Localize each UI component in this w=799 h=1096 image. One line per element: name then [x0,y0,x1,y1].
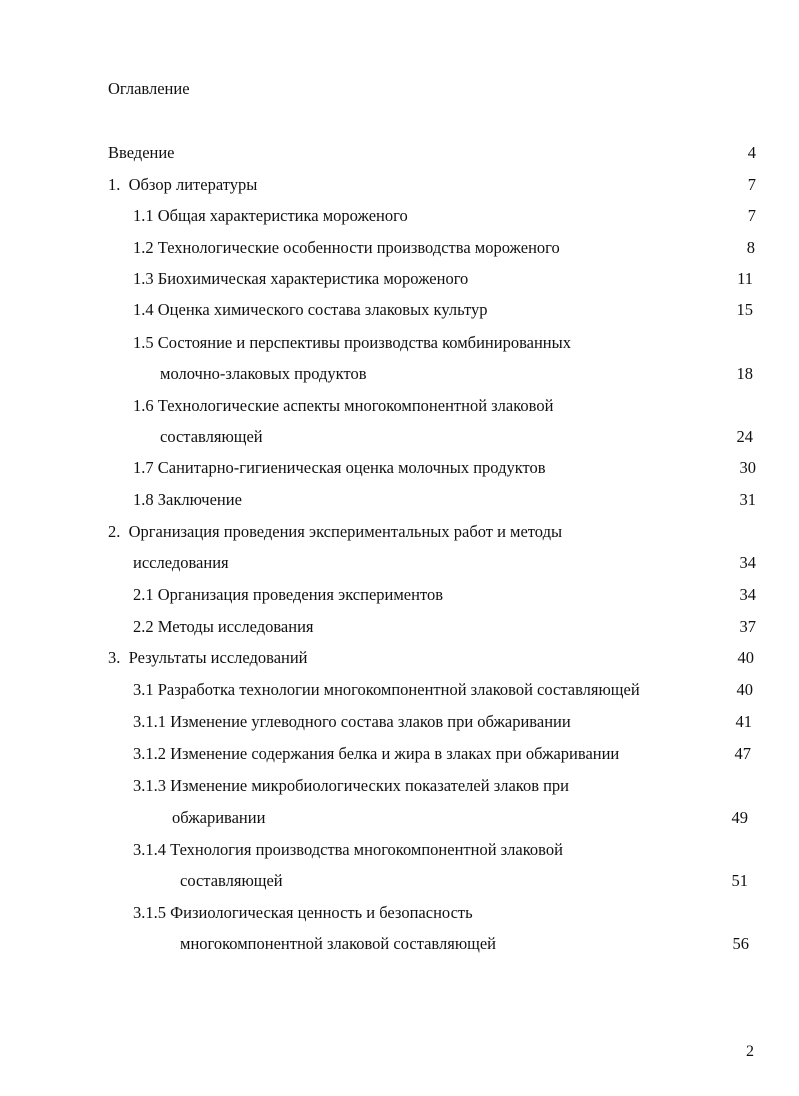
toc-entry-title: Введение [108,143,175,162]
toc-entry-title: обжаривании [172,808,266,827]
toc-entry-3-1-4-cont [180,871,748,891]
toc-entry-title: 2.2 Методы исследования [133,617,314,636]
toc-entry-page: 34 [739,585,756,604]
toc-entry-3-1-1 [133,712,752,732]
toc-entry-3-1 [133,680,753,700]
toc-entry-3-1-3 [133,776,748,796]
toc-entry-title: составляющей [180,871,283,890]
toc-entry-3-1-5 [133,903,749,923]
toc-entry-title: молочно-злаковых продуктов [160,364,367,383]
toc-entry-page: 30 [739,458,756,477]
toc-entry-chapter-2-cont [133,553,756,573]
toc-entry-title: 1.7 Санитарно-гигиеническая оценка молочных продуктов [133,458,546,477]
toc-entry-title: 1.8 Заключение [133,490,242,509]
toc-entry-page: 7 [747,175,756,194]
toc-entry-title: 1.1 Общая характеристика мороженого [133,206,408,225]
toc-heading: Оглавление [108,79,190,98]
toc-entry-page: 31 [739,490,756,509]
toc-entry-page: 40 [736,680,753,699]
toc-entry-page: 4 [747,143,756,162]
toc-entry-1-1 [133,206,756,226]
toc-entry-3-1-2 [133,744,751,764]
toc-entry-page: 47 [734,744,751,763]
toc-entry-page: 24 [736,427,753,446]
toc-entry-page: 8 [746,238,755,257]
toc-entry-1-8 [133,490,756,510]
toc-entry-introduction [108,143,756,163]
toc-entry-1-6 [133,396,753,416]
toc-entry-title: 3.1.5 Физиологическая ценность и безопасность [133,903,473,922]
toc-entry-title: 1.2 Технологические особенности производства мороженого [133,238,560,257]
toc-entry-title: 2.1 Организация проведения экспериментов [133,585,443,604]
toc-entry-page: 18 [736,364,753,383]
toc-entry-title: 1.6 Технологические аспекты многокомпонентной злаковой [133,396,554,415]
toc-entry-title: 1.5 Состояние и перспективы производства комбинированных [133,333,571,352]
toc-entry-1-2 [133,238,755,258]
toc-entry-1-3 [133,269,753,289]
toc-entry-page: 41 [735,712,752,731]
toc-entry-title: 2. Организация проведения экспериментальных работ и методы [108,522,563,541]
toc-entry-page: 51 [731,871,748,890]
toc-entry-page: 34 [739,553,756,572]
toc-entry-title: 3. Результаты исследований [108,648,308,667]
toc-entry-3-1-4 [133,840,748,860]
toc-entry-1-4 [133,300,753,320]
page-number: 2 [746,1043,754,1060]
toc-entry-page: 37 [739,617,756,636]
toc-entry-chapter-1 [108,175,756,195]
toc-entry-1-5 [133,333,753,353]
toc-entry-1-6-cont [160,427,753,447]
toc-entry-page: 49 [731,808,748,827]
toc-entry-title: многокомпонентной злаковой составляющей [180,934,497,953]
toc-entry-title: 3.1 Разработка технологии многокомпонентной злаковой составляющей [133,680,640,699]
toc-entry-2-1 [133,585,756,605]
toc-entry-title: 3.1.4 Технология производства многокомпонентной злаковой [133,840,563,859]
toc-entry-title: 1.3 Биохимическая характеристика мороженого [133,269,469,288]
toc-entry-title: исследования [133,553,229,572]
toc-entry-3-1-3-cont [172,808,748,828]
toc-entry-3-1-5-cont [180,934,749,954]
toc-entry-page: 7 [747,206,756,225]
toc-entry-page: 15 [736,300,753,319]
toc-entry-title: 1. Обзор литературы [108,175,258,194]
toc-entry-page: 40 [737,648,754,667]
toc-entry-page: 56 [732,934,749,953]
toc-entry-2-2 [133,617,756,637]
toc-entry-title: 3.1.3 Изменение микробиологических показателей злаков при [133,776,570,795]
toc-entry-title: 3.1.2 Изменение содержания белка и жира в злаках при обжаривании [133,744,620,763]
toc-entry-title: 3.1.1 Изменение углеводного состава злаков при обжаривании [133,712,571,731]
toc-entry-chapter-2 [108,522,756,542]
toc-entry-chapter-3 [108,648,754,668]
toc-entry-title: составляющей [160,427,263,446]
toc-entry-title: 1.4 Оценка химического состава злаковых культур [133,300,488,319]
toc-entry-page: 11 [737,269,753,288]
toc-entry-1-5-cont [160,364,753,384]
toc-entry-1-7 [133,458,756,478]
